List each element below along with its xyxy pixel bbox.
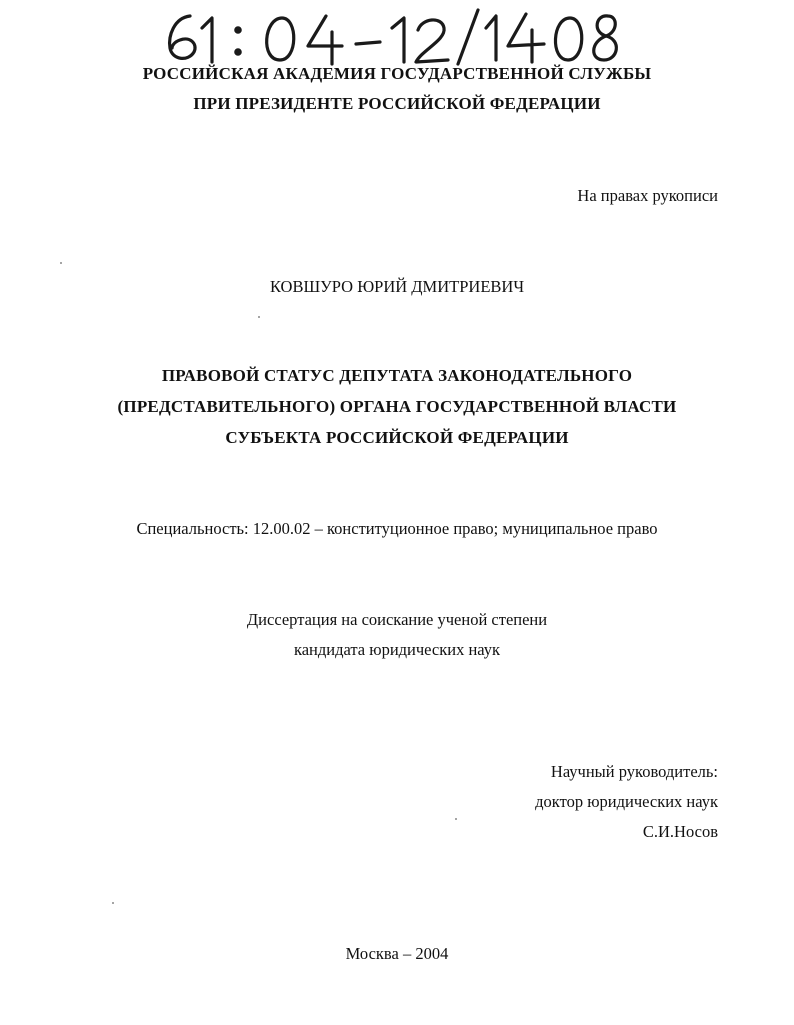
city-year: Москва – 2004 <box>345 944 449 963</box>
supervisor-name: С.И.Носов <box>642 822 718 841</box>
scan-speck <box>112 902 114 904</box>
manuscript-note: На правах рукописи <box>577 186 718 205</box>
scan-speck <box>455 818 457 820</box>
specialty: Специальность: 12.00.02 – конституционное право; муниципальное право <box>136 519 658 538</box>
scan-speck <box>258 316 260 318</box>
title-line-3: СУБЪЕКТА РОССИЙСКОЙ ФЕДЕРАЦИИ <box>225 428 569 447</box>
author-name: КОВШУРО ЮРИЙ ДМИТРИЕВИЧ <box>269 277 525 296</box>
title-line-1: ПРАВОВОЙ СТАТУС ДЕПУТАТА ЗАКОНОДАТЕЛЬНОГО <box>161 366 633 385</box>
supervisor-label: Научный руководитель: <box>550 762 718 781</box>
organization-line-1: РОССИЙСКАЯ АКАДЕМИЯ ГОСУДАРСТВЕННОЙ СЛУЖБЫ <box>142 64 652 83</box>
organization-line-2: ПРИ ПРЕЗИДЕНТЕ РОССИЙСКОЙ ФЕДЕРАЦИИ <box>193 94 601 113</box>
scan-speck <box>60 262 62 264</box>
title-line-2: (ПРЕДСТАВИТЕЛЬНОГО) ОРГАНА ГОСУДАРСТВЕННОЙ ВЛАСТИ <box>117 397 677 416</box>
supervisor-degree: доктор юридических наук <box>535 792 718 811</box>
degree-line-1: Диссертация на соискание ученой степени <box>246 610 548 629</box>
handwritten-archive-code <box>160 2 620 68</box>
degree-line-2: кандидата юридических наук <box>293 640 501 659</box>
